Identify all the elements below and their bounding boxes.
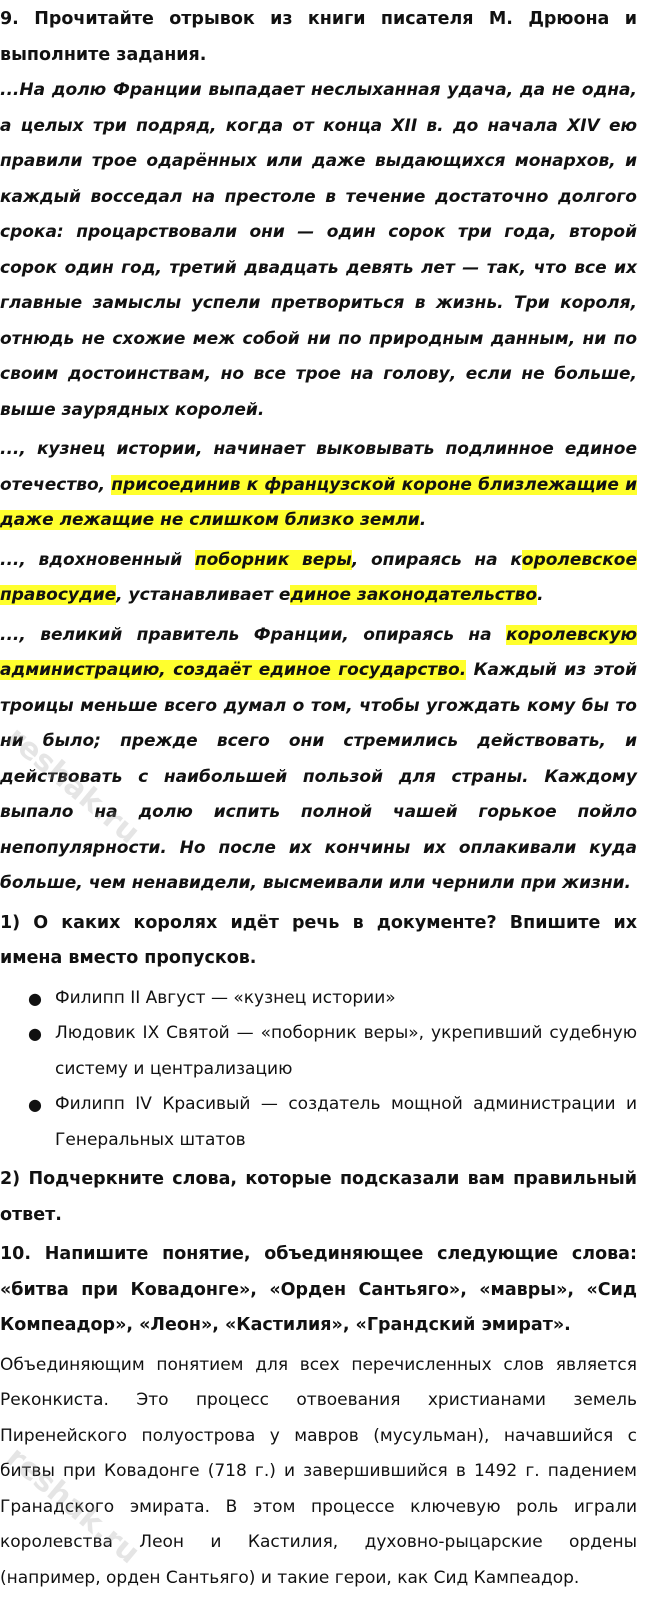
excerpt-paragraph-4: ..., великий правитель Франции, опираясь на королевскую администрацию, создаёт единое государство. Каждый из этой троицы меньше всего думал о том, чтобы угождать кому бы то ни было; прежде всего они стремились действовать, и действовать с наибольшей пользой для страны. Каждому выпало на долю испить полной чашей горькое пойло непопулярности. Но после их кончины их оплакивали куда больше, чем ненавидели, высмеивали или чернили при жизни. xyxy=(0,624,637,893)
list-item: ● Филипп II Август — «кузнец истории» xyxy=(0,981,637,1017)
task10-answer: Объединяющим понятием для всех перечисленных слов является Реконкиста. Это процесс отвоевания христианами земель Пиренейского полуострова у мавров (мусульман), начавшийся с битвы при Ковадонге (718 г.) и завершившийся в 1492 г. падением Гранадского эмирата. В этом процессе ключевую роль играли королевства Леон и Кастилия, духовно-рыцарские ордены (например, орден Сантьяго) и такие герои, как Сид Кампеадор. xyxy=(0,1354,637,1588)
task10-title: 10. Напишите понятие, объединяющее следующие слова: «битва при Ковадонге», «Орден Сантьяго», «мавры», «Сид Компеадор», «Леон», «Кастилия», «Грандский эмират». xyxy=(0,1244,637,1335)
highlight-administration: королевскую администрацию, создаёт единое государство. xyxy=(0,624,637,680)
excerpt-paragraph-2: ..., кузнец истории, начинает выковывать подлинное единое отечество, присоединив к французской короне близлежащие и даже лежащие не слишком близко земли. xyxy=(0,439,637,530)
bullet-icon: ● xyxy=(28,1095,42,1114)
highlight-lands: присоединив к французской короне близлежащие и даже лежащие не слишком близко земли xyxy=(0,474,637,530)
highlight-legislation: диное законодательство xyxy=(290,585,538,605)
answer-list xyxy=(0,981,637,1159)
list-item: ● Людовик IX Святой — «поборник веры», укрепивший судебную систему и централизацию xyxy=(0,1016,637,1087)
list-item: ● Филипп IV Красивый — создатель мощной администрации и Генеральных штатов xyxy=(0,1087,637,1158)
excerpt-paragraph-3: ..., вдохновенный поборник веры, опираясь на королевское правосудие, устанавливает единое законодательство. xyxy=(0,549,637,605)
excerpt-paragraph-1: ...На долю Франции выпадает неслыханная удача, да не одна, а целых три подряд, когда от конца XII в. до начала XIV ею правили трое одарённых или даже выдающихся монархов, и каждый восседал на престоле в течение достаточно долгого срока: процарствовали они — один сорок три года, второй сорок один год, третий двадцать девять лет — так, что все их главные замыслы успели претвориться в жизнь. Три короля, отнюдь не схожие меж собой ни по природным данным, ни по своим достоинствам, но все трое на голову, если не больше, выше заурядных королей. xyxy=(0,80,637,420)
highlight-faith: поборник веры xyxy=(194,549,352,570)
question-2: 2) Подчеркните слова, которые подсказали вам правильный ответ. xyxy=(0,1169,637,1225)
watermark-1: reshak.ru xyxy=(0,720,147,852)
question-1: 1) О каких королях идёт речь в документе? Впишите их имена вместо пропусков. xyxy=(0,912,637,968)
highlight-justice: оролевское правосудие xyxy=(0,549,637,605)
excerpt xyxy=(0,73,637,902)
bullet-icon: ● xyxy=(28,988,42,1008)
task9-title: 9. Прочитайте отрывок из книги писателя М. Дрюона и выполните задания. xyxy=(0,9,637,65)
watermark-2: reshak.ru xyxy=(0,1440,147,1572)
bullet-icon: ● xyxy=(28,1024,42,1043)
